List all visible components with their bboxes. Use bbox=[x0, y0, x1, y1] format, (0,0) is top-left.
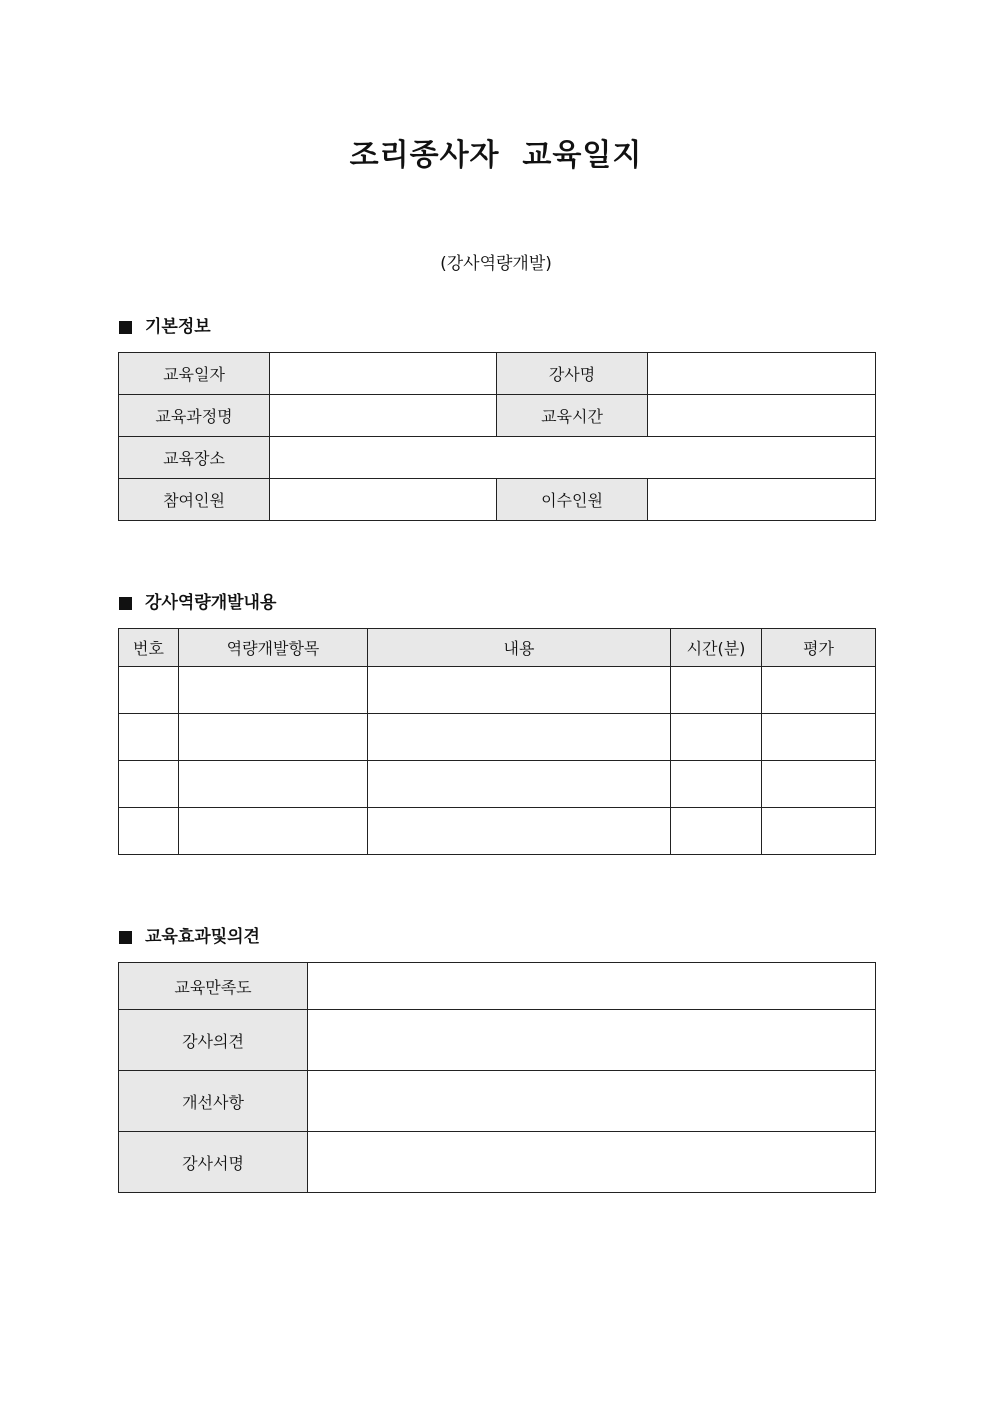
section-heading-development bbox=[119, 591, 276, 615]
cell-item[interactable] bbox=[179, 761, 368, 808]
development-table bbox=[118, 628, 876, 855]
section-heading-basic-info bbox=[119, 315, 211, 339]
document-title: 조리종사자 교육일지 bbox=[349, 138, 643, 173]
label-course-name: 교육과정명 bbox=[119, 395, 270, 437]
field-completed[interactable] bbox=[648, 479, 876, 521]
table-row bbox=[119, 761, 876, 808]
cell-evaluation[interactable] bbox=[762, 808, 876, 855]
column-header-item: 역량개발항목 bbox=[179, 629, 368, 667]
section-heading-label: 강사역량개발내용 bbox=[145, 593, 277, 613]
cell-item[interactable] bbox=[179, 714, 368, 761]
table-row bbox=[119, 667, 876, 714]
cell-minutes[interactable] bbox=[671, 667, 762, 714]
column-header-content: 내용 bbox=[368, 629, 671, 667]
field-instructor-name[interactable] bbox=[648, 353, 876, 395]
table-row bbox=[119, 1010, 876, 1071]
table-row bbox=[119, 963, 876, 1010]
label-satisfaction: 교육만족도 bbox=[119, 963, 308, 1010]
table-row bbox=[119, 437, 876, 479]
field-education-hours[interactable] bbox=[648, 395, 876, 437]
document-subtitle: (강사역량개발) bbox=[440, 254, 552, 274]
field-education-place[interactable] bbox=[270, 437, 876, 479]
field-course-name[interactable] bbox=[270, 395, 497, 437]
field-instructor-opinion[interactable] bbox=[308, 1010, 876, 1071]
column-header-evaluation: 평가 bbox=[762, 629, 876, 667]
cell-minutes[interactable] bbox=[671, 714, 762, 761]
label-improvements: 개선사항 bbox=[119, 1071, 308, 1132]
label-instructor-opinion: 강사의견 bbox=[119, 1010, 308, 1071]
section-heading-opinion bbox=[119, 925, 260, 949]
label-completed: 이수인원 bbox=[497, 479, 648, 521]
cell-content[interactable] bbox=[368, 714, 671, 761]
table-row bbox=[119, 353, 876, 395]
table-row bbox=[119, 1071, 876, 1132]
cell-minutes[interactable] bbox=[671, 761, 762, 808]
table-row bbox=[119, 1132, 876, 1193]
column-header-number: 번호 bbox=[119, 629, 179, 667]
field-improvements[interactable] bbox=[308, 1071, 876, 1132]
cell-evaluation[interactable] bbox=[762, 714, 876, 761]
section-heading-label: 기본정보 bbox=[145, 317, 211, 337]
square-bullet-icon bbox=[119, 931, 132, 944]
cell-evaluation[interactable] bbox=[762, 667, 876, 714]
cell-content[interactable] bbox=[368, 808, 671, 855]
field-satisfaction[interactable] bbox=[308, 963, 876, 1010]
cell-number[interactable] bbox=[119, 761, 179, 808]
section-heading-label: 교육효과및의견 bbox=[145, 927, 260, 947]
label-instructor-signature: 강사서명 bbox=[119, 1132, 308, 1193]
cell-item[interactable] bbox=[179, 808, 368, 855]
label-participants: 참여인원 bbox=[119, 479, 270, 521]
field-education-date[interactable] bbox=[270, 353, 497, 395]
cell-number[interactable] bbox=[119, 714, 179, 761]
basic-info-table bbox=[118, 352, 876, 521]
column-header-minutes: 시간(분) bbox=[671, 629, 762, 667]
square-bullet-icon bbox=[119, 321, 132, 334]
table-row bbox=[119, 479, 876, 521]
cell-content[interactable] bbox=[368, 761, 671, 808]
cell-content[interactable] bbox=[368, 667, 671, 714]
label-education-date: 교육일자 bbox=[119, 353, 270, 395]
cell-evaluation[interactable] bbox=[762, 761, 876, 808]
cell-item[interactable] bbox=[179, 667, 368, 714]
table-header-row bbox=[119, 629, 876, 667]
label-education-hours: 교육시간 bbox=[497, 395, 648, 437]
cell-minutes[interactable] bbox=[671, 808, 762, 855]
table-row bbox=[119, 808, 876, 855]
cell-number[interactable] bbox=[119, 808, 179, 855]
table-row bbox=[119, 395, 876, 437]
field-participants[interactable] bbox=[270, 479, 497, 521]
field-instructor-signature[interactable] bbox=[308, 1132, 876, 1193]
square-bullet-icon bbox=[119, 597, 132, 610]
label-instructor-name: 강사명 bbox=[497, 353, 648, 395]
label-education-place: 교육장소 bbox=[119, 437, 270, 479]
opinion-table bbox=[118, 962, 876, 1193]
table-row bbox=[119, 714, 876, 761]
cell-number[interactable] bbox=[119, 667, 179, 714]
